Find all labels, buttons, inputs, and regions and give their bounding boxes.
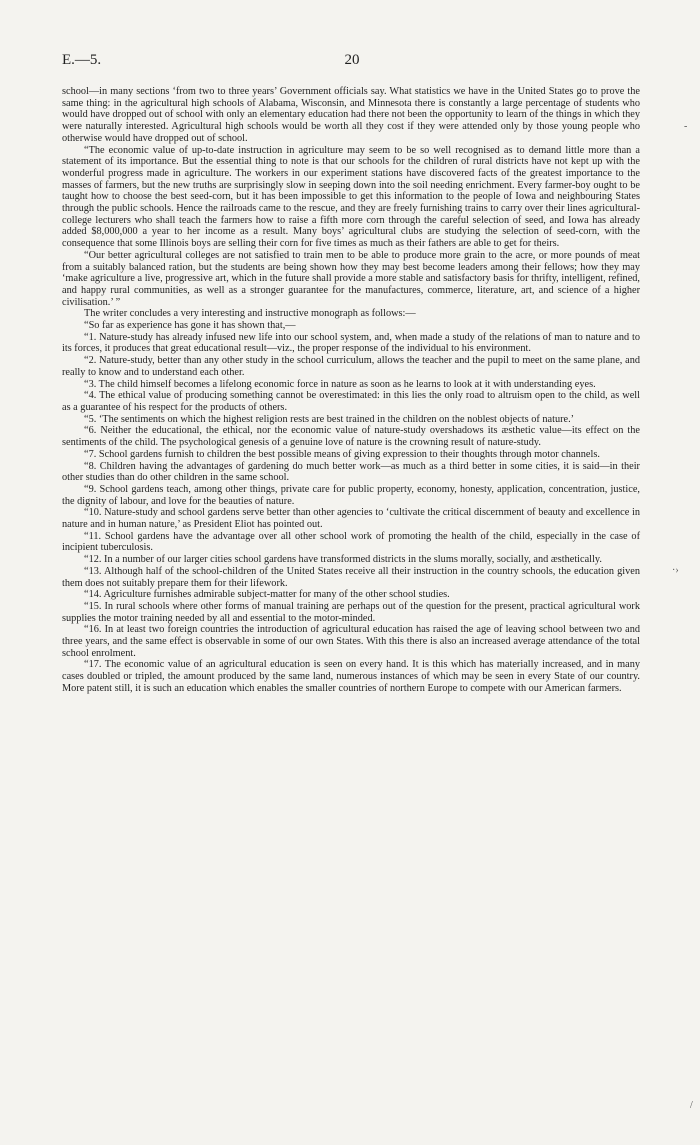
body-text bbox=[62, 86, 640, 695]
list-item: “11. School gardens have the advantage over all other school work of promoting the health of the child, especially in the case of incipient tuberculosis. bbox=[62, 530, 640, 554]
list-item: “13. Although half of the school-children of the United States receive all their instruction in the country schools, the education given them does not suitably prepare them for their lifework. bbox=[62, 565, 640, 589]
list-item: “1. Nature-study has already infused new life into our school system, and, when made a study of the relations of man to nature and to its forces, it produces that great educational result—viz., the proper response of the individual to his environment. bbox=[62, 331, 640, 355]
margin-speck: - bbox=[684, 121, 688, 132]
list-item: “8. Children having the advantages of gardening do much better work—as much as a third better in some cities, it is said—in their other studies than do other children in the same school. bbox=[62, 460, 640, 484]
paragraph: “Our better agricultural colleges are not satisfied to train men to be able to produce more grain to the acre, or more pounds of meat from a suitably balanced ration, but the students are being shown how they may best become leaders among their fellows; how they may ‘make agriculture a live, progressive art, which in the future shall provide a more stable and satisfactory basis for thrifty, intelligent, refined, and happy rural communities, as well as a stronger guarantee for the manufactures, commerce, literature, art, and science of a higher civilisation.’ ” bbox=[62, 249, 640, 308]
margin-speck: ·› bbox=[672, 565, 679, 576]
list-item: “12. In a number of our larger cities school gardens have transformed districts in the slums morally, socially, and æsthetically. bbox=[84, 554, 602, 566]
list-item: “7. School gardens furnish to children the best possible means of giving expression to their thoughts through motor channels. bbox=[84, 448, 600, 460]
list-item: “10. Nature-study and school gardens serve better than other agencies to ‘cultivate the critical discernment of beauty and excellence in nature and in human nature,’ as President Eliot has pointed out. bbox=[62, 507, 640, 531]
list-item: “4. The ethical value of producing something cannot be overestimated: in this lies the only road to altruism open to the child, as well as a guarantee of his respect for the products of others. bbox=[62, 390, 640, 413]
list-item: “14. Agriculture furnishes admirable subject-matter for many of the other school studies. bbox=[84, 589, 450, 601]
document-reference: E.—5. bbox=[62, 52, 102, 68]
paragraph: “So far as experience has gone it has shown that,— bbox=[84, 320, 296, 332]
list-item: “6. Neither the educational, the ethical, nor the economic value of nature-study overshadows its æsthetic value—its effect on the sentiments of the child. The psychological genesis of a genuine love of nature is the crowning result of nature-study. bbox=[62, 425, 640, 449]
list-item: “3. The child himself becomes a lifelong economic force in nature as soon as he learns to look at it with understanding eyes. bbox=[84, 378, 596, 390]
page-number: 20 bbox=[344, 52, 360, 68]
list-item: “17. The economic value of an agricultural education is seen on every hand. It is this which has materially increased, and in many cases doubled or tripled, the amount produced by the same land, numerous instances of which may be seen in every State of our country. More patent still, it is such an education which enables the smaller countries of northern Europe to compete with our American farmers. bbox=[62, 659, 640, 694]
list-item: “9. School gardens teach, among other things, private care for public property, economy, honesty, application, concentration, justice, the dignity of labour, and love for the beauties of nature. bbox=[62, 483, 640, 507]
list-item: “15. In rural schools where other forms of manual training are perhaps out of the question for the present, practical agricultural work supplies the motor training needed by all and essential to the motor-minded. bbox=[62, 600, 640, 624]
margin-speck: / bbox=[690, 1100, 693, 1111]
page-header bbox=[62, 52, 642, 72]
paragraph: “The economic value of up-to-date instruction in agriculture may seem to be so well recognised as to demand little more than a statement of its importance. But the essential thing to note is that our schools for the children of rural districts have not kept up with the wonderful progress made in agriculture. The workers in our experiment stations have discovered facts of the greatest importance to the masses of farmers, but the new truths are surprisingly slow in seeping down into the soil needing enrichment. Every farmer-boy ought to be taught how to choose the best seed-corn, but it has been impossible to get this information to the people of Iowa and neighbouring States through the public schools. Hence the railroads came to the rescue, and they are freely furnishing trains to carry over their lines agricultural-college lecturers who shall teach the farmers how to raise a fifth more corn through the careful selection of seed, and Iowa has already added $8,000,000 a year to her income as a result. Many boys’ agricultural clubs are studying the selection of seed-corn, with the consequence that some Illinois boys are selling their corn for five times as much as their fathers are able to get for theirs. bbox=[62, 144, 640, 250]
paragraph: The writer concludes a very interesting and instructive monograph as follows:— bbox=[84, 308, 416, 320]
paragraph: school—in many sections ‘from two to three years’ Government officials say. What statistics we have in the United States go to prove the same thing: in the agricultural high schools of Alabama, Wisconsin, and Minnesota there is constantly a large percentage of students who would have dropped out of school with only an elementary education had there not been the opportunity to learn of the things in which they were naturally interested. Agricultural high schools would be worth all they cost if they were attended only by those young people who otherwise would have dropped out of school. bbox=[62, 86, 640, 144]
list-item: “2. Nature-study, better than any other study in the school curriculum, allows the teacher and the pupil to meet on the same plane, and really to know and to understand each other. bbox=[62, 355, 640, 378]
list-item: “5. ‘The sentiments on which the highest religion rests are best trained in the children on the noblest objects of nature.’ bbox=[84, 413, 575, 425]
list-item: “16. In at least two foreign countries the introduction of agricultural education has raised the age of leaving school between two and three years, and the same effect is observable in some of our own States. With this there is also an increased average attendance of the total school enrolment. bbox=[62, 624, 640, 659]
